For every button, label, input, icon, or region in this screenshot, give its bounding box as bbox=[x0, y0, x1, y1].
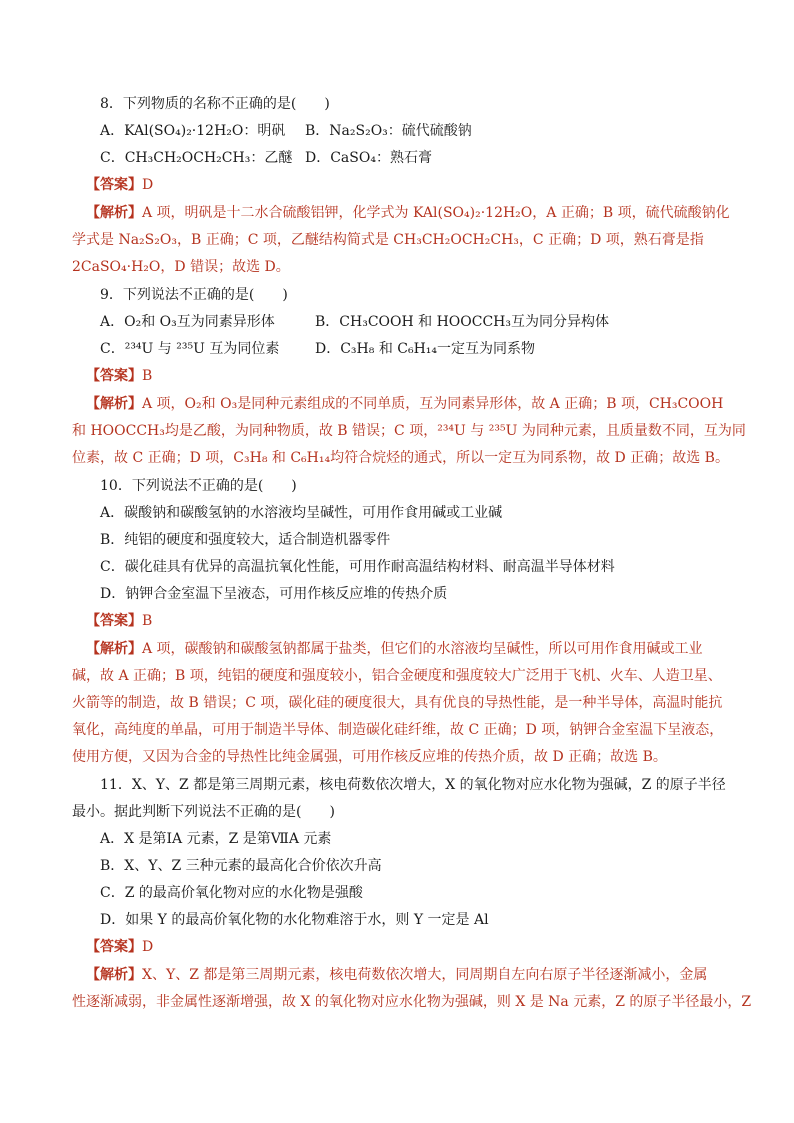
question-10-explanation-line: 使用方便，又因为合金的导热性比纯金属强，可用作核反应堆的传热介质，故 D 正确；故选 B。 bbox=[72, 749, 667, 765]
explanation-tag: 【解析】 bbox=[86, 396, 142, 412]
explanation-text: A 项，明矾是十二水合硫酸铝钾，化学式为 KAl(SO₄)₂·12H₂O，A 正确；B 项，硫代硫酸钠化 bbox=[142, 205, 730, 221]
question-11-option-c: C．Z 的最高价氧化物对应的水化物是强酸 bbox=[100, 885, 363, 901]
answer-value: B bbox=[142, 368, 153, 384]
question-11-option-a: A．X 是第ⅠA 元素，Z 是第ⅦA 元素 bbox=[100, 831, 332, 847]
question-8-answer bbox=[86, 175, 153, 195]
explanation-text: X、Y、Z 都是第三周期元素，核电荷数依次增大，同周期自左向右原子半径逐渐减小，金属 bbox=[142, 967, 708, 983]
question-9-explanation-line bbox=[86, 394, 723, 414]
question-8-option-a: A．KAl(SO₄)₂·12H₂O：明矾 bbox=[100, 123, 286, 139]
explanation-tag: 【解析】 bbox=[86, 641, 142, 657]
question-11-option-b: B．X、Y、Z 三种元素的最高化合价依次升高 bbox=[100, 858, 382, 874]
question-8-explanation-line: 2CaSO₄·H₂O，D 错误；故选 D。 bbox=[72, 259, 290, 275]
question-8-option-d: D．CaSO₄：熟石膏 bbox=[305, 150, 432, 166]
question-9-stem: 9．下列说法不正确的是( ) bbox=[100, 287, 288, 303]
question-9-option-a: A．O₂和 O₃互为同素异形体 bbox=[100, 314, 275, 330]
question-10-option-c: C．碳化硅具有优异的高温抗氧化性能，可用作耐高温结构材料、耐高温半导体材料 bbox=[100, 559, 615, 575]
answer-value: D bbox=[142, 939, 154, 955]
question-8-stem: 8．下列物质的名称不正确的是( ) bbox=[100, 96, 330, 112]
question-11-explanation-line bbox=[86, 965, 707, 985]
question-8-explanation-line: 学式是 Na₂S₂O₃，B 正确；C 项，乙醚结构简式是 CH₃CH₂OCH₂CH₃，C 正确；D 项，熟石膏是指 bbox=[72, 232, 704, 248]
question-10-explanation-line: 氧化，高纯度的单晶，可用于制造半导体、制造碳化硅纤维，故 C 正确；D 项，钠钾合金室温下呈液态， bbox=[72, 722, 724, 738]
question-9-option-d: D．C₃H₈ 和 C₆H₁₄一定互为同系物 bbox=[315, 341, 536, 357]
question-10-answer bbox=[86, 611, 152, 631]
question-11-stem: 11．X、Y、Z 都是第三周期元素，核电荷数依次增大，X 的氧化物对应水化物为强碱，Z 的原子半径 bbox=[100, 777, 726, 793]
question-10-explanation-line: 火箭等的制造，故 B 错误；C 项，碳化硅的硬度很大，具有优良的导热性能，是一种半导体，高温时能抗 bbox=[72, 695, 723, 711]
question-11-option-d: D．如果 Y 的最高价氧化物的水化物难溶于水，则 Y 一定是 Al bbox=[100, 912, 489, 928]
answer-tag: 【答案】 bbox=[86, 368, 142, 384]
answer-tag: 【答案】 bbox=[86, 177, 142, 193]
question-10-explanation-line bbox=[86, 639, 703, 659]
question-10-option-b: B．纯铝的硬度和强度较大，适合制造机器零件 bbox=[100, 532, 391, 548]
question-9-option-b: B．CH₃COOH 和 HOOCCH₃互为同分异构体 bbox=[315, 314, 610, 330]
explanation-tag: 【解析】 bbox=[86, 967, 142, 983]
question-8-explanation-line bbox=[86, 203, 730, 223]
question-9-option-c: C．²³⁴U 与 ²³⁵U 互为同位素 bbox=[100, 341, 280, 357]
question-10-stem: 10．下列说法不正确的是( ) bbox=[100, 478, 297, 494]
question-9-explanation-line: 和 HOOCCH₃均是乙酸，为同种物质，故 B 错误；C 项，²³⁴U 与 ²³⁵U 为同种元素，且质量数不同，互为同 bbox=[72, 423, 746, 439]
question-10-option-a: A．碳酸钠和碳酸氢钠的水溶液均呈碱性，可用作食用碱或工业碱 bbox=[100, 505, 503, 521]
explanation-text: A 项，O₂和 O₃是同种元素组成的不同单质，互为同素异形体，故 A 正确；B 项，CH₃COOH bbox=[142, 396, 724, 412]
question-11-stem-continued: 最小。据此判断下列说法不正确的是( ) bbox=[72, 804, 335, 820]
question-10-option-d: D．钠钾合金室温下呈液态，可用作核反应堆的传热介质 bbox=[100, 586, 448, 602]
answer-tag: 【答案】 bbox=[86, 939, 142, 955]
question-9-answer bbox=[86, 366, 152, 386]
question-8-option-c: C．CH₃CH₂OCH₂CH₃：乙醚 bbox=[100, 150, 293, 166]
answer-value: D bbox=[142, 177, 154, 193]
question-10-explanation-line: 碱，故 A 正确；B 项，纯铝的硬度和强度较小，铝合金硬度和强度较大广泛用于飞机、火车、人造卫星、 bbox=[72, 668, 722, 684]
explanation-text: A 项，碳酸钠和碳酸氢钠都属于盐类，但它们的水溶液均呈碱性，所以可用作食用碱或工业 bbox=[142, 641, 703, 657]
question-11-explanation-line: 性逐渐减弱，非金属性逐渐增强，故 X 的氧化物对应水化物为强碱，则 X 是 Na 元素，Z 的原子半径最小，Z bbox=[72, 994, 752, 1010]
question-11-answer bbox=[86, 937, 153, 957]
answer-value: B bbox=[142, 613, 153, 629]
answer-tag: 【答案】 bbox=[86, 613, 142, 629]
question-9-explanation-line: 位素，故 C 正确；D 项，C₃H₈ 和 C₆H₁₄均符合烷烃的通式，所以一定互为同系物，故 D 正确；故选 B。 bbox=[72, 450, 729, 466]
explanation-tag: 【解析】 bbox=[86, 205, 142, 221]
question-8-option-b: B．Na₂S₂O₃：硫代硫酸钠 bbox=[305, 123, 472, 139]
